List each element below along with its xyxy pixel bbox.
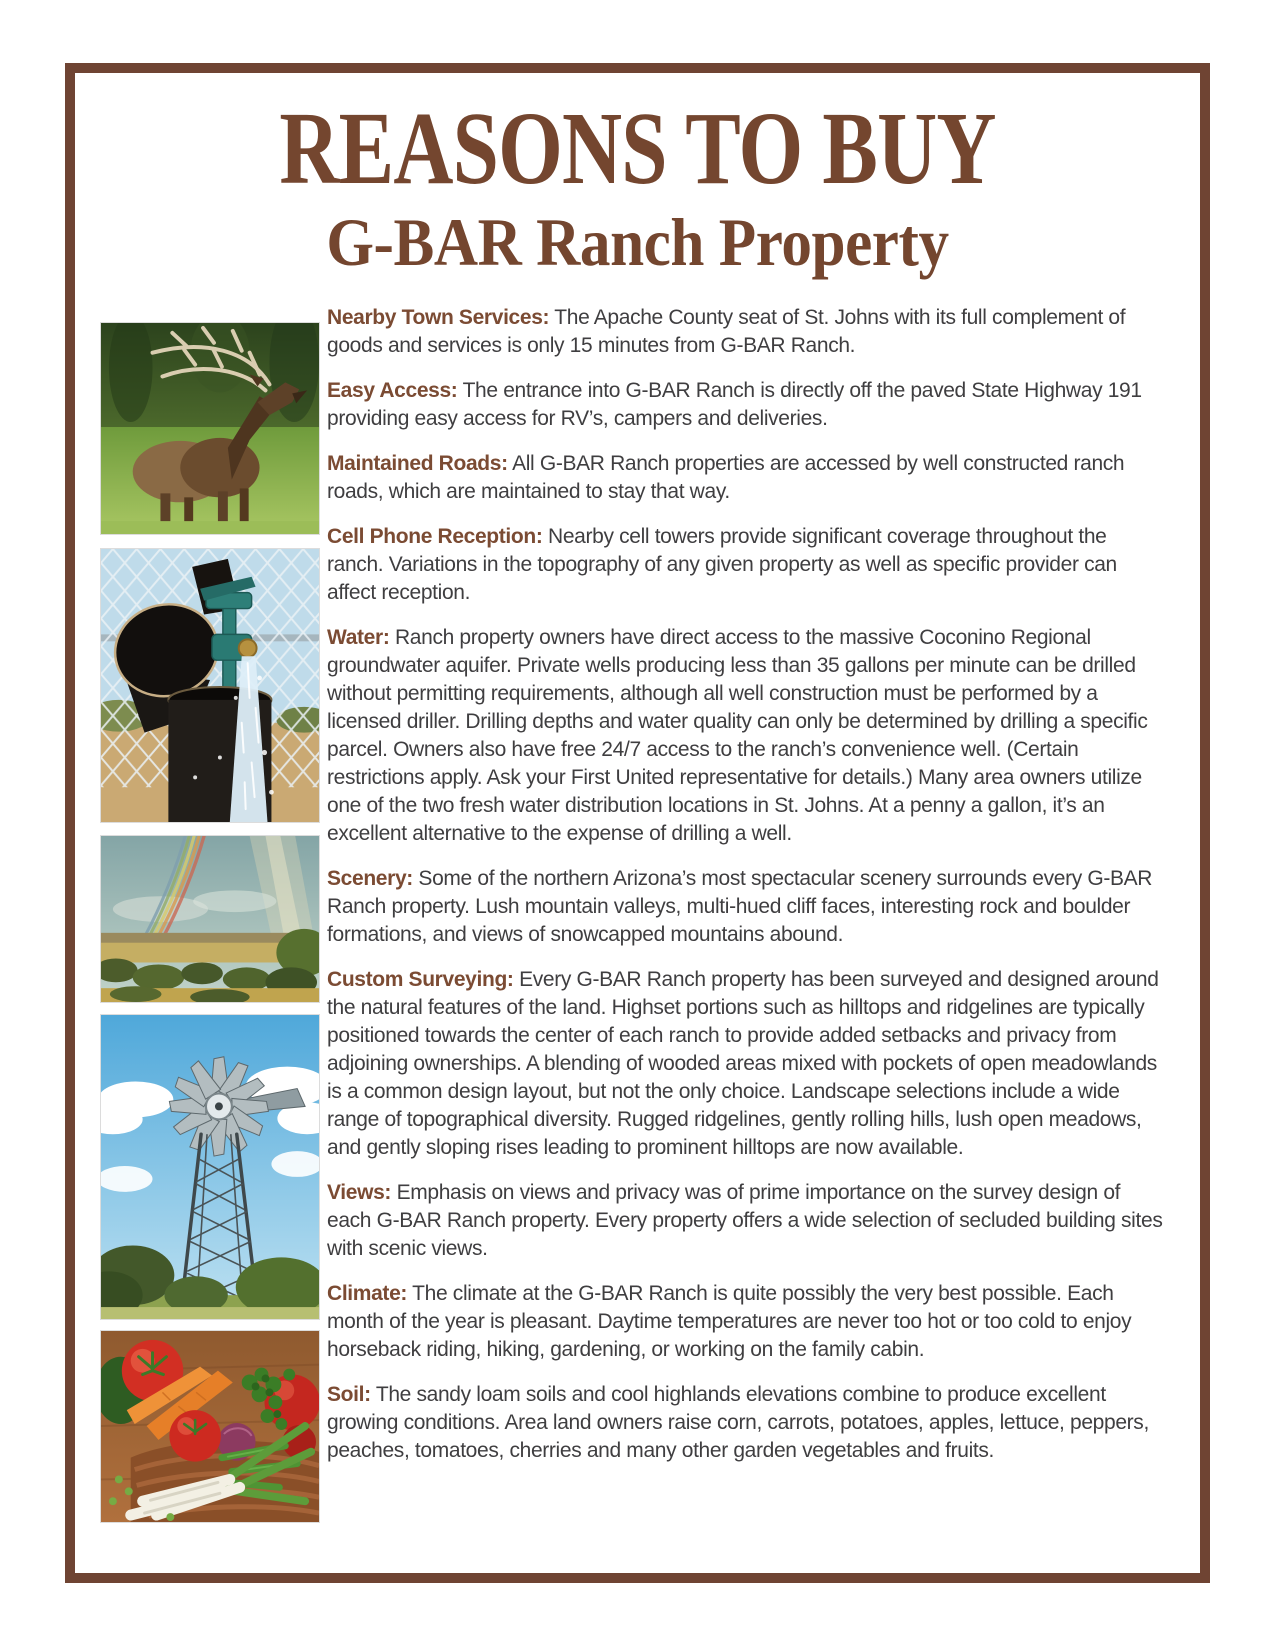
well-illustration bbox=[101, 549, 319, 822]
section-nearby-town-services bbox=[327, 304, 1167, 360]
section-body: Every G-BAR Ranch property has been surveyed and designed around the natural features of the land. Highset portions such as hilltops and ridgelines are typically positioned towards the center of each ranch to provide added setbacks and privacy from adjoining ownerships. A blending of wooded areas mixed with pockets of open meadowlands is a common design layout, but not the only choice. Landscape selections include a wide range of topographical diversity. Rugged ridgelines, gently rolling hills, lush open meadows, and gently sloping rises leading to prominent hilltops are now available. bbox=[327, 968, 1159, 1159]
section-body: Nearby cell towers provide significant coverage throughout the ranch. Variations in the topography of any given property as well as specific provider can affect reception. bbox=[327, 525, 1117, 604]
rainbow-photo bbox=[100, 835, 320, 1003]
section-cell-phone-reception bbox=[327, 523, 1167, 607]
page-header bbox=[0, 91, 1275, 280]
vegetables-photo bbox=[100, 1330, 320, 1523]
section-scenery bbox=[327, 865, 1167, 949]
section-body: Some of the northern Arizona’s most spectacular scenery surrounds every G-BAR Ranch property. Lush mountain valleys, multi-hued cliff faces, interesting rock and boulder formations, and views of snowcapped mountains abound. bbox=[327, 867, 1153, 946]
section-soil bbox=[327, 1381, 1167, 1465]
section-heading: Soil: bbox=[327, 1383, 371, 1406]
section-body: Ranch property owners have direct access to the massive Coconino Regional groundwater aquifer. Private wells producing less than 35 gallons per minute can be drilled without permitting requirements, although all well construction must be performed by a licensed driller. Drilling depths and water quality can only be determined by drilling a specific parcel. Owners also have free 24/7 access to the ranch’s convenience well. (Certain restrictions apply. Ask your First United representative for details.) Many area owners utilize one of the two fresh water distribution locations in St. Johns. At a penny a gallon, it’s an excellent alternative to the expense of drilling a well. bbox=[327, 626, 1148, 845]
windmill-illustration bbox=[101, 1015, 319, 1319]
section-maintained-roads bbox=[327, 450, 1167, 506]
section-body: All G-BAR Ranch properties are accessed by well constructed ranch roads, which are maintained to stay that way. bbox=[327, 452, 1125, 503]
section-easy-access bbox=[327, 377, 1167, 433]
section-water bbox=[327, 624, 1167, 848]
section-body: The sandy loam soils and cool highlands elevations combine to produce excellent growing conditions. Area land owners raise corn, carrots, potatoes, apples, lettuce, peppers, peaches, tomatoes, cherries and many other garden vegetables and fruits. bbox=[327, 1383, 1149, 1462]
vegetables-illustration bbox=[101, 1331, 319, 1522]
section-body: Emphasis on views and privacy was of prime importance on the survey design of each G-BAR Ranch property. Every property offers a wide selection of secluded building sites with scenic views. bbox=[327, 1181, 1163, 1260]
section-body: The climate at the G-BAR Ranch is quite possibly the very best possible. Each month of the year is pleasant. Daytime temperatures are never too hot or too cold to enjoy horseback riding, hiking, gardening, or working on the family cabin. bbox=[327, 1282, 1132, 1361]
page-title: REASONS TO BUY bbox=[279, 91, 996, 206]
section-heading: Scenery: bbox=[327, 867, 413, 890]
windmill-photo bbox=[100, 1014, 320, 1320]
section-heading: Climate: bbox=[327, 1282, 408, 1305]
rainbow-illustration bbox=[101, 836, 319, 1002]
section-heading: Maintained Roads: bbox=[327, 452, 508, 475]
elk-photo bbox=[100, 322, 320, 535]
section-heading: Cell Phone Reception: bbox=[327, 525, 543, 548]
well-photo bbox=[100, 548, 320, 823]
section-heading: Custom Surveying: bbox=[327, 968, 514, 991]
section-heading: Easy Access: bbox=[327, 379, 458, 402]
section-heading: Water: bbox=[327, 626, 390, 649]
section-body: The Apache County seat of St. Johns with its full complement of goods and services is only 15 minutes from G-BAR Ranch. bbox=[327, 306, 1126, 357]
elk-illustration bbox=[101, 323, 319, 534]
section-climate bbox=[327, 1280, 1167, 1364]
text-column bbox=[327, 304, 1167, 1482]
page-subtitle: G-BAR Ranch Property bbox=[326, 203, 949, 280]
section-custom-surveying bbox=[327, 966, 1167, 1162]
section-body: The entrance into G-BAR Ranch is directly off the paved State Highway 191 providing easy access for RV’s, campers and deliveries. bbox=[327, 379, 1142, 430]
section-heading: Views: bbox=[327, 1181, 392, 1204]
section-views bbox=[327, 1179, 1167, 1263]
section-heading: Nearby Town Services: bbox=[327, 306, 550, 329]
